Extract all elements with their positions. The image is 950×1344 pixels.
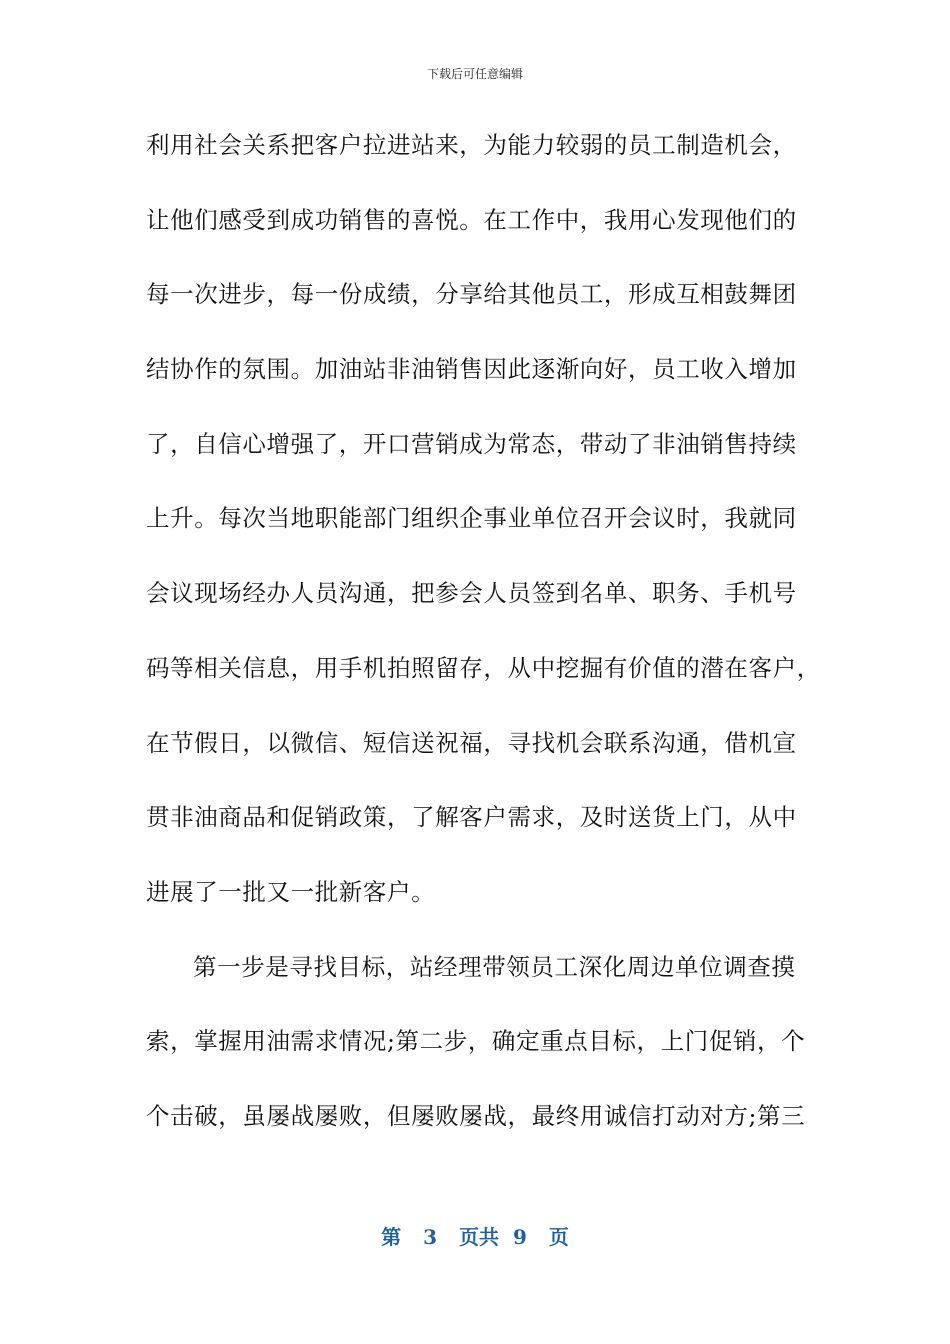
body-line: 个击破，虽屡战屡败，但屡败屡战，最终用诚信打动对方;第三 — [146, 1101, 806, 1130]
body-line: 了，自信心增强了，开口营销成为常态，带动了非油销售持续 — [146, 429, 797, 458]
body-line: 结协作的氛围。加油站非油销售因此逐渐向好，员工收入增加 — [146, 355, 797, 384]
total-page-number: 9 — [513, 1225, 527, 1249]
body-line: 贯非油商品和促销政策，了解客户需求，及时送货上门，从中 — [146, 803, 797, 832]
body-line: 码等相关信息，用手机拍照留存，从中挖掘有价值的潜在客户， — [146, 653, 821, 682]
body-line: 每一次进步，每一份成绩，分享给其他员工，形成互相鼓舞团 — [146, 280, 797, 309]
body-line: 会议现场经办人员沟通，把参会人员签到名单、职务、手机号 — [146, 579, 797, 608]
page-footer-suffix: 页 — [548, 1225, 569, 1249]
page-footer-middle: 页共 — [459, 1225, 499, 1249]
body-line: 进展了一批又一批新客户。 — [146, 877, 436, 906]
body-line: 上升。每次当地职能部门组织企事业单位召开会议时，我就同 — [146, 504, 797, 533]
body-line: 利用社会关系把客户拉进站来，为能力较弱的员工制造机会， — [146, 131, 797, 159]
body-line: 索，掌握用油需求情况;第二步，确定重点目标，上门促销，个 — [146, 1027, 806, 1056]
body-line: 让他们感受到成功销售的喜悦。在工作中，我用心发现他们的 — [146, 205, 797, 234]
document-body — [146, 124, 821, 1170]
body-line: 在节假日，以微信、短信送祝福，寻找机会联系沟通，借机宣 — [146, 728, 797, 757]
page-header: 下载后可任意编辑 — [426, 67, 523, 81]
current-page-number: 3 — [423, 1225, 437, 1249]
paragraph-first-line: 第一步是寻找目标，站经理带领员工深化周边单位调查摸 — [193, 952, 796, 981]
page-footer — [0, 1223, 950, 1251]
page-footer-prefix: 第 — [381, 1225, 402, 1249]
